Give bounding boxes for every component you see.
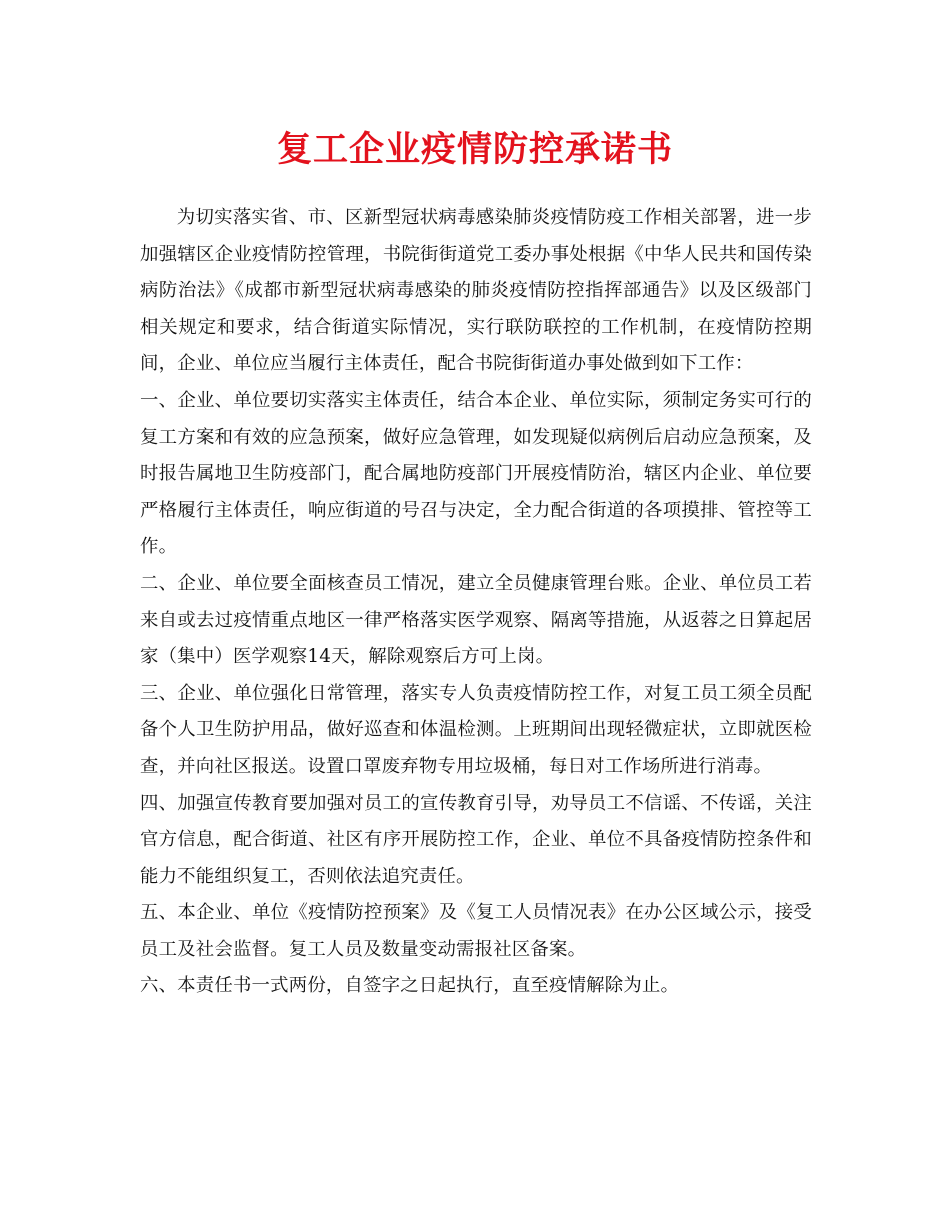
clause-6: 六、本责任书一式两份，自签字之日起执行，直至疫情解除为止。 — [140, 975, 680, 997]
clause-3: 三、企业、单位强化日常管理，落实专人负责疫情防控工作，对复工员工须全员配备个人卫生防护用品，做好巡查和体温检测。上班期间出现轻微症状，立即就医检查，并向社区报送。设置口罩废弃物专用垃圾桶，每日对工作场所进行消毒。 — [140, 682, 812, 777]
clause-5: 五、本企业、单位《疫情防控预案》及《复工人员情况表》在办公区域公示，接受员工及社会监督。复工人员及数量变动需报社区备案。 — [140, 902, 812, 960]
document-title: 复工企业疫情防控承诺书 — [276, 129, 673, 170]
clause-1: 一、企业、单位要切实落实主体责任，结合本企业、单位实际，须制定务实可行的复工方案和有效的应急预案，做好应急管理，如发现疑似病例后启动应急预案，及时报告属地卫生防疫部门，配合属地防疫部门开展疫情防治，辖区内企业、单位要严格履行主体责任，响应街道的号召与决定，全力配合街道的各项摸排、管控等工作。 — [140, 389, 812, 558]
document-body — [140, 200, 812, 1005]
clause-4: 四、加强宣传教育要加强对员工的宣传教育引导，劝导员工不信谣、不传谣，关注官方信息，配合街道、社区有序开展防控工作，企业、单位不具备疫情防控条件和能力不能组织复工，否则依法追究责任。 — [140, 792, 812, 887]
intro-paragraph: 为切实落实省、市、区新型冠状病毒感染肺炎疫情防疫工作相关部署，进一步加强辖区企业疫情防控管理，书院街街道党工委办事处根据《中华人民共和国传染病防治法》《成都市新型冠状病毒感染的肺炎疫情防控指挥部通告》以及区级部门相关规定和要求，结合街道实际情况，实行联防联控的工作机制，在疫情防控期间，企业、单位应当履行主体责任，配合书院街街道办事处做到如下工作： — [140, 207, 812, 375]
clause-2: 二、企业、单位要全面核查员工情况，建立全员健康管理台账。企业、单位员工若来自或去过疫情重点地区一律严格落实医学观察、隔离等措施，从返蓉之日算起居家（集中）医学观察14天，解除观察后方可上岗。 — [140, 572, 812, 668]
